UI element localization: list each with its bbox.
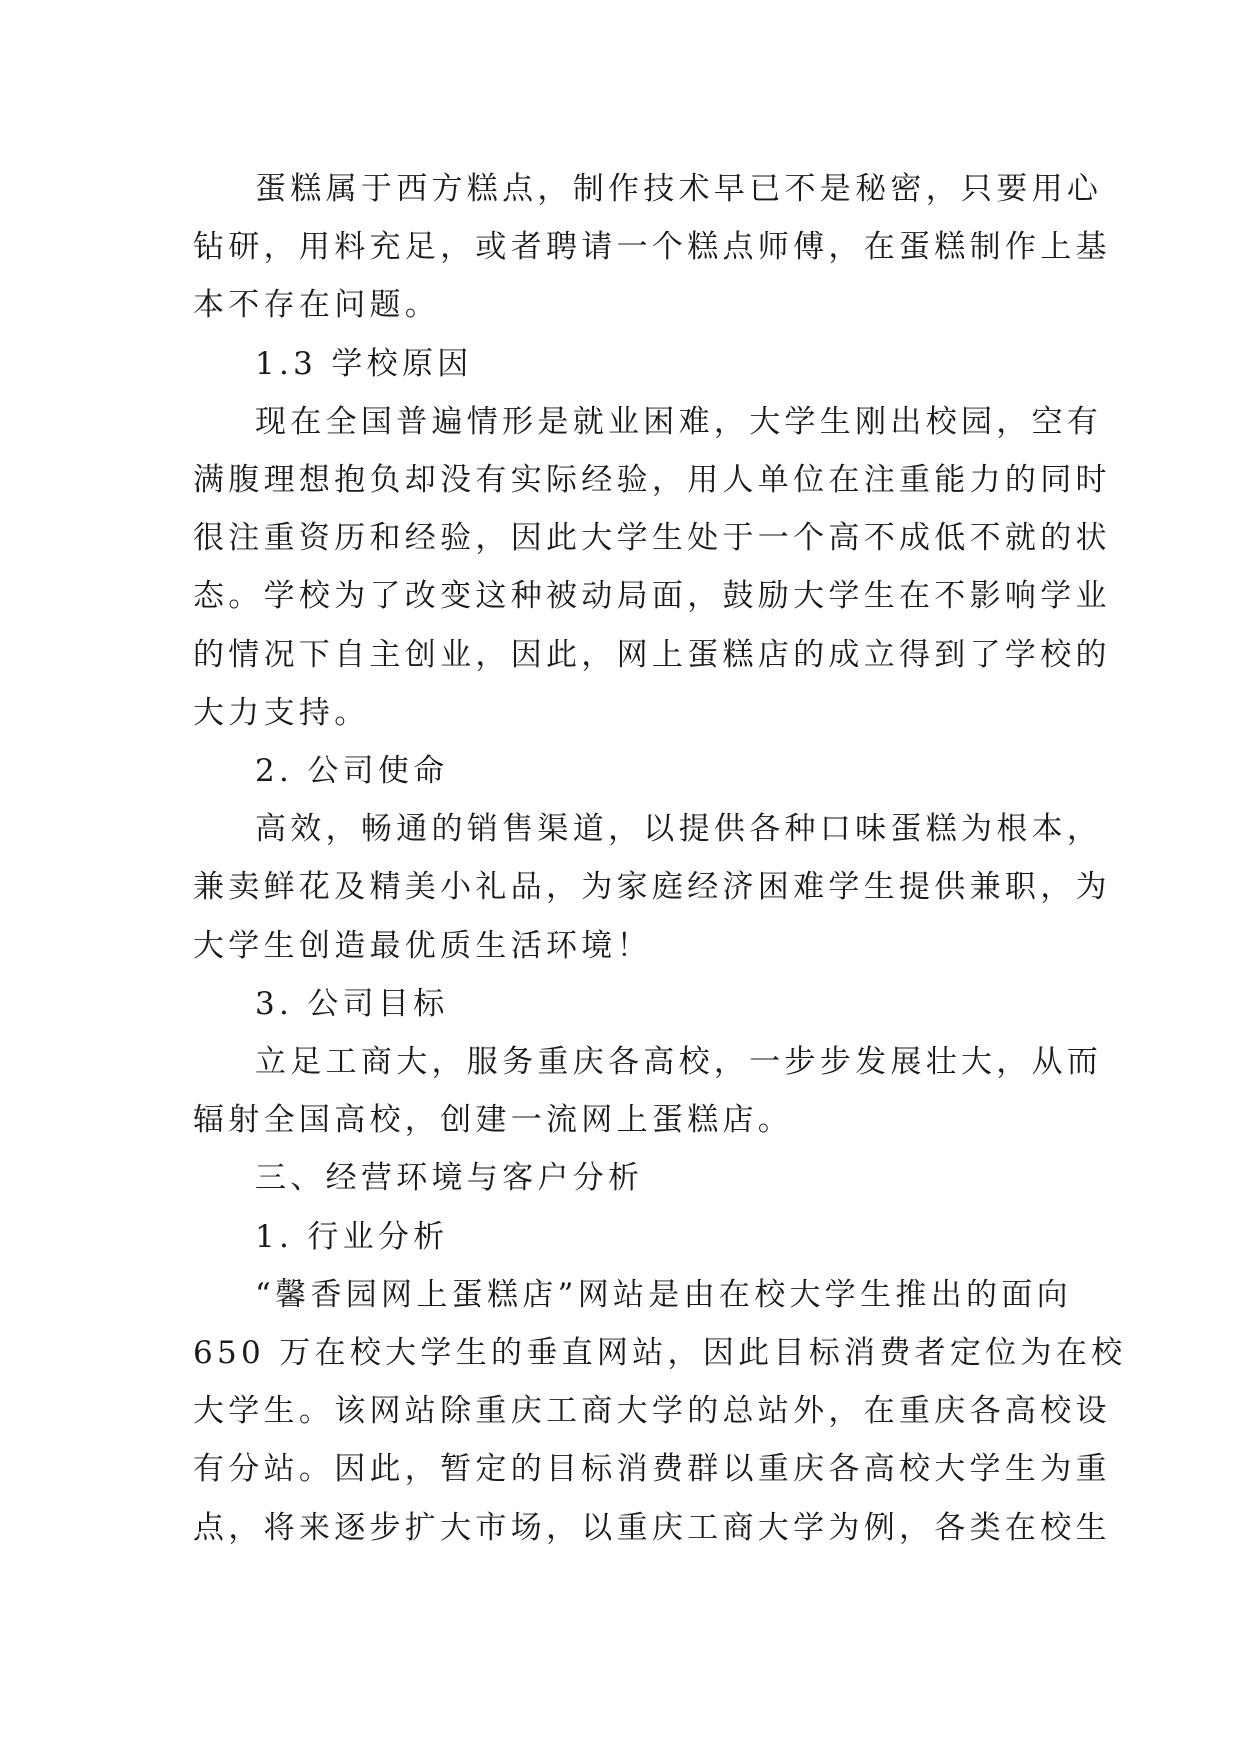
text-line: 有分站。因此，暂定的目标消费群以重庆各高校大学生为重 — [193, 1451, 1111, 1488]
section-heading — [193, 1149, 1053, 1207]
paragraph — [193, 1033, 1103, 1149]
text-line: 点，将来逐步扩大市场，以重庆工商大学为例，各类在校生 — [193, 1509, 1111, 1546]
section-heading — [193, 975, 1053, 1033]
section-heading — [193, 1208, 1053, 1266]
paragraph — [193, 800, 1111, 975]
text-line: 立足工商大，服务重庆各高校，一步步发展壮大，从而 — [255, 1044, 1103, 1081]
paragraph — [193, 1266, 1127, 1557]
text-line: 大学生。该网站除重庆工商大学的总站外，在重庆各高校设 — [193, 1393, 1111, 1430]
text-line: 辐射全国高校，创建一流网上蛋糕店。 — [193, 1102, 794, 1139]
text-line: 大学生创造最优质生活环境！ — [193, 927, 652, 964]
text-line: 态。学校为了改变这种被动局面，鼓励大学生在不影响学业 — [193, 578, 1111, 615]
paragraph — [193, 160, 1111, 335]
section-heading — [193, 335, 1053, 393]
paragraph — [193, 393, 1111, 742]
text-line: 三、经营环境与客户分析 — [255, 1160, 644, 1197]
section-heading — [193, 742, 1053, 800]
text-line: 1. 行业分析 — [255, 1218, 449, 1255]
text-line: 钻研，用料充足，或者聘请一个糕点师傅，在蛋糕制作上基 — [193, 229, 1111, 266]
text-line: “馨香园网上蛋糕店”网站是由在校大学生推出的面向 — [255, 1276, 1072, 1313]
text-line: 3. 公司目标 — [255, 985, 449, 1022]
text-line: 本不存在问题。 — [193, 287, 441, 324]
text-line: 很注重资历和经验，因此大学生处于一个高不成低不就的状 — [193, 520, 1111, 557]
text-line: 大力支持。 — [193, 694, 370, 731]
text-line: 650 万在校大学生的垂直网站，因此目标消费者定位为在校 — [193, 1335, 1127, 1372]
text-line: 满腹理想抱负却没有实际经验，用人单位在注重能力的同时 — [193, 462, 1111, 499]
text-line: 兼卖鲜花及精美小礼品，为家庭经济困难学生提供兼职，为 — [193, 869, 1111, 906]
text-line: 的情况下自主创业，因此，网上蛋糕店的成立得到了学校的 — [193, 636, 1111, 673]
document-body — [193, 160, 1127, 1557]
text-line: 蛋糕属于西方糕点，制作技术早已不是秘密，只要用心 — [255, 171, 1103, 207]
text-line: 1.3 学校原因 — [255, 345, 473, 382]
text-line: 2. 公司使命 — [255, 753, 449, 790]
text-line: 现在全国普遍情形是就业困难，大学生刚出校园，空有 — [255, 403, 1103, 440]
text-line: 高效，畅通的销售渠道，以提供各种口味蛋糕为根本， — [255, 811, 1103, 848]
